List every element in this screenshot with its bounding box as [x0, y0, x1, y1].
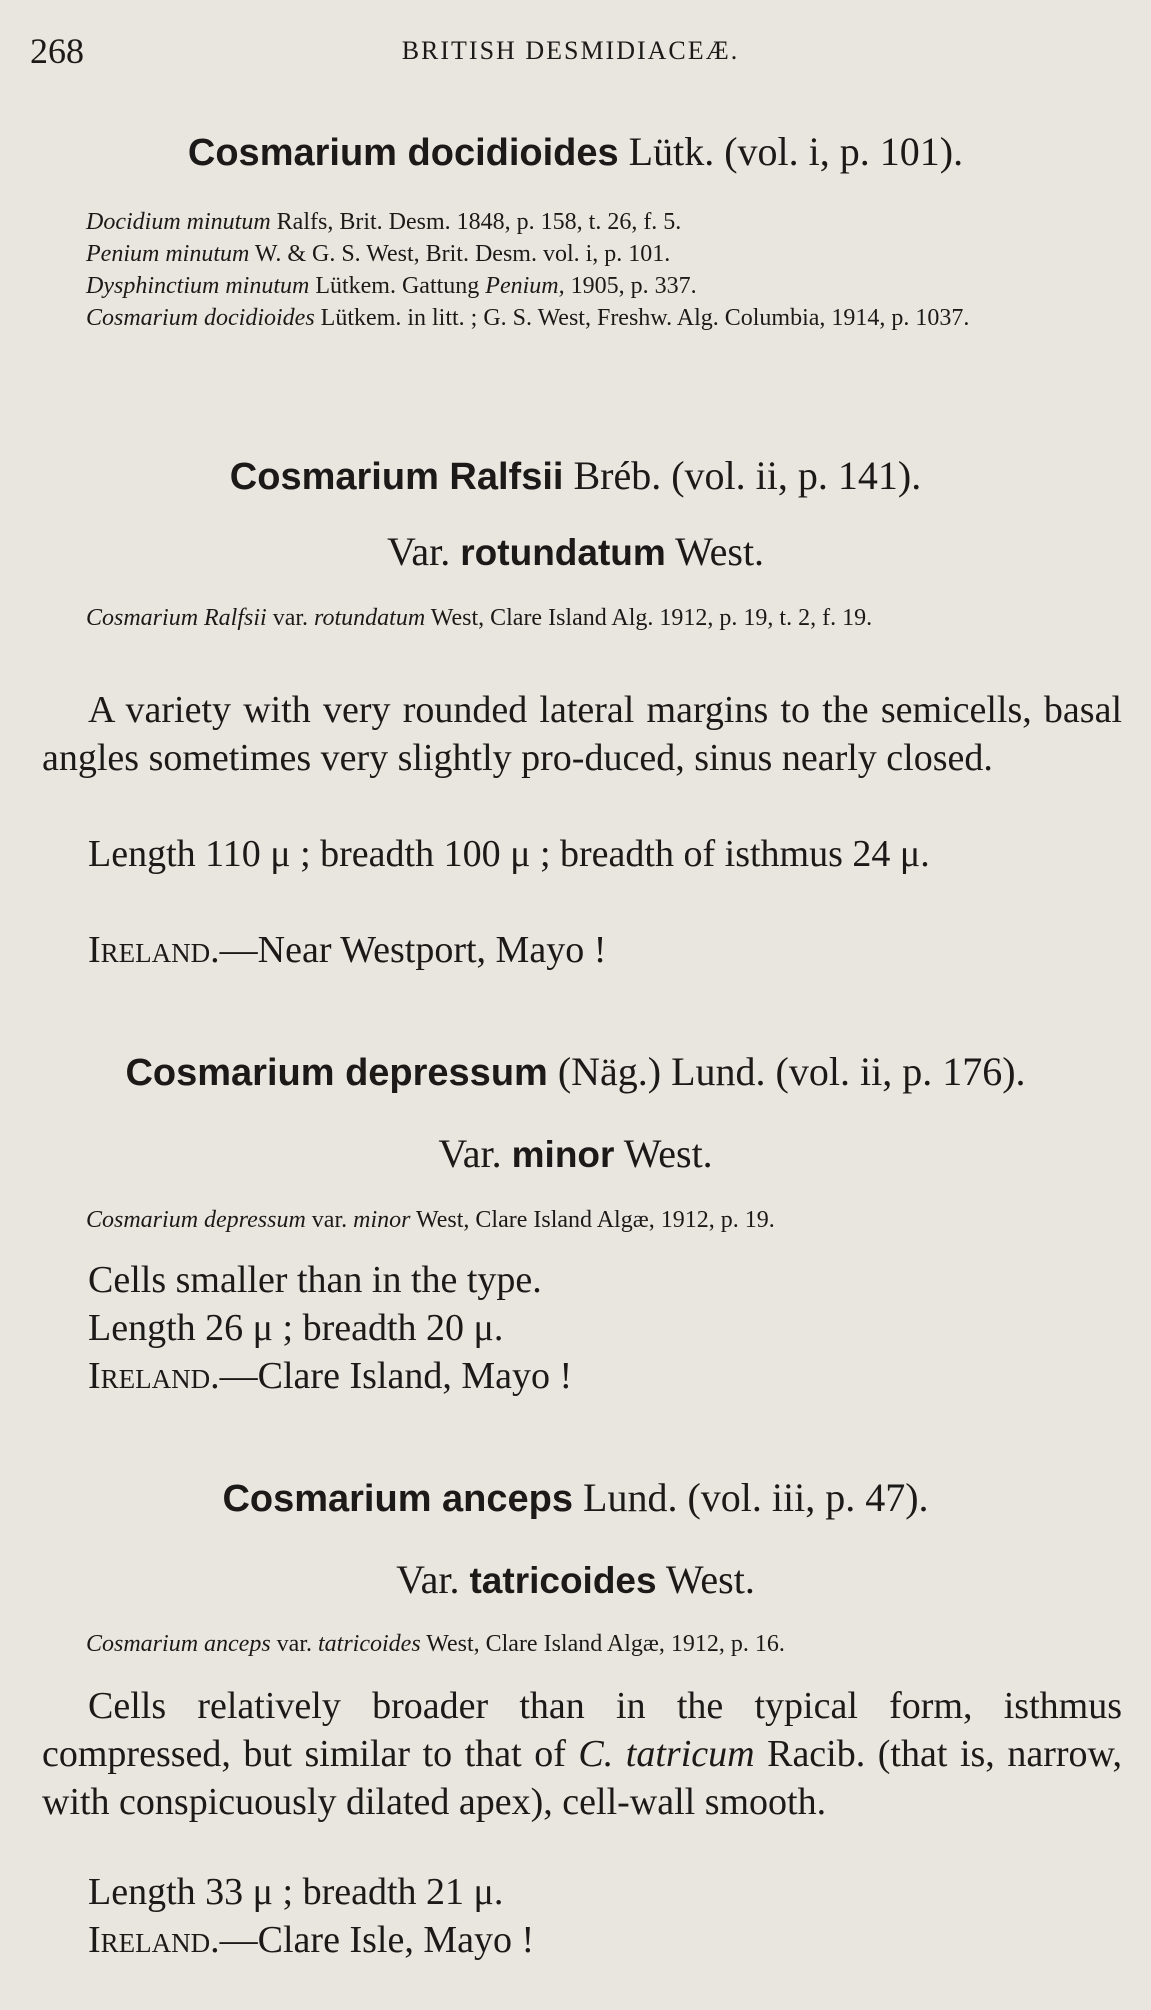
page-header — [30, 30, 1111, 80]
running-head: BRITISH DESMIDIACEÆ. — [401, 36, 740, 65]
species-authority: Lütk. (vol. i, p. 101). — [618, 129, 964, 174]
species-name: Cosmarium Ralfsii — [229, 456, 564, 498]
synonym-ref: Docidium minutum Ralfs, Brit. Desm. 1848, p. 158, t. 26, f. 5. — [86, 209, 682, 235]
description: Cells relatively broader than in the typical form, isthmus compressed, but similar to that of C. tatricum Racib. (that is, narrow, with conspicuously dilated apex), cell-wall smooth. — [42, 1685, 1122, 1823]
synonym-list — [86, 1204, 1126, 1236]
variety-title: Var. tatricoides West. — [396, 1557, 755, 1602]
locality: Ireland.—Clare Isle, Mayo ! — [88, 1919, 535, 1961]
synonym-list — [86, 206, 1126, 334]
entry-title-ralfsii — [0, 452, 1151, 499]
variety-title: Var. rotundatum West. — [386, 529, 765, 574]
variety-name: tatricoides — [469, 1560, 657, 1601]
measurements: Length 26 μ ; breadth 20 μ. — [88, 1307, 504, 1349]
synonym-ref: Dysphinctium minutum Lütkem. Gattung Penium, 1905, p. 337. — [86, 273, 697, 299]
page-number: 268 — [30, 31, 84, 71]
species-authority: Lund. (vol. iii, p. 47). — [573, 1475, 929, 1520]
locality-label: Ireland. — [88, 929, 220, 971]
description: A variety with very rounded lateral margins to the semicells, basal angles sometimes very slightly pro-duced, sinus nearly closed. — [42, 689, 1122, 779]
species-authority: (Näg.) Lund. (vol. ii, p. 176). — [547, 1049, 1026, 1094]
species-name: Cosmarium anceps — [222, 1478, 574, 1520]
description: Cells smaller than in the type. — [88, 1259, 542, 1301]
locality-label: Ireland. — [88, 1919, 220, 1961]
entry-title-docidioides — [0, 128, 1151, 175]
locality: Ireland.—Clare Island, Mayo ! — [88, 1355, 573, 1397]
synonym-ref: Penium minutum W. & G. S. West, Brit. Desm. vol. i, p. 101. — [86, 241, 671, 267]
variety-title: Var. minor West. — [438, 1131, 713, 1176]
entry-title-depressum — [0, 1048, 1151, 1095]
variety-name: rotundatum — [460, 532, 666, 573]
locality-label: Ireland. — [88, 1355, 220, 1397]
synonym-ref: Cosmarium anceps var. tatricoides West, Clare Island Algæ, 1912, p. 16. — [86, 1631, 785, 1657]
synonym-ref: Cosmarium depressum var. minor West, Clare Island Algæ, 1912, p. 19. — [86, 1207, 775, 1233]
synonym-ref: Cosmarium Ralfsii var. rotundatum West, Clare Island Alg. 1912, p. 19, t. 2, f. 19. — [86, 605, 873, 631]
species-name: Cosmarium docidioides — [187, 132, 619, 174]
species-authority: Bréb. (vol. ii, p. 141). — [563, 453, 922, 498]
locality: Ireland.—Near Westport, Mayo ! — [88, 929, 607, 971]
variety-name: minor — [511, 1134, 615, 1175]
synonym-ref: Cosmarium docidioides Lütkem. in litt. ; G. S. West, Freshw. Alg. Columbia, 1914, p. 1037. — [86, 305, 970, 331]
entry-title-anceps — [0, 1474, 1151, 1521]
measurements: Length 33 μ ; breadth 21 μ. — [88, 1871, 504, 1913]
synonym-list — [86, 1628, 1126, 1660]
measurements: Length 110 μ ; breadth 100 μ ; breadth of isthmus 24 μ. — [88, 833, 930, 875]
species-name: Cosmarium depressum — [125, 1052, 548, 1094]
synonym-list — [86, 602, 1126, 634]
